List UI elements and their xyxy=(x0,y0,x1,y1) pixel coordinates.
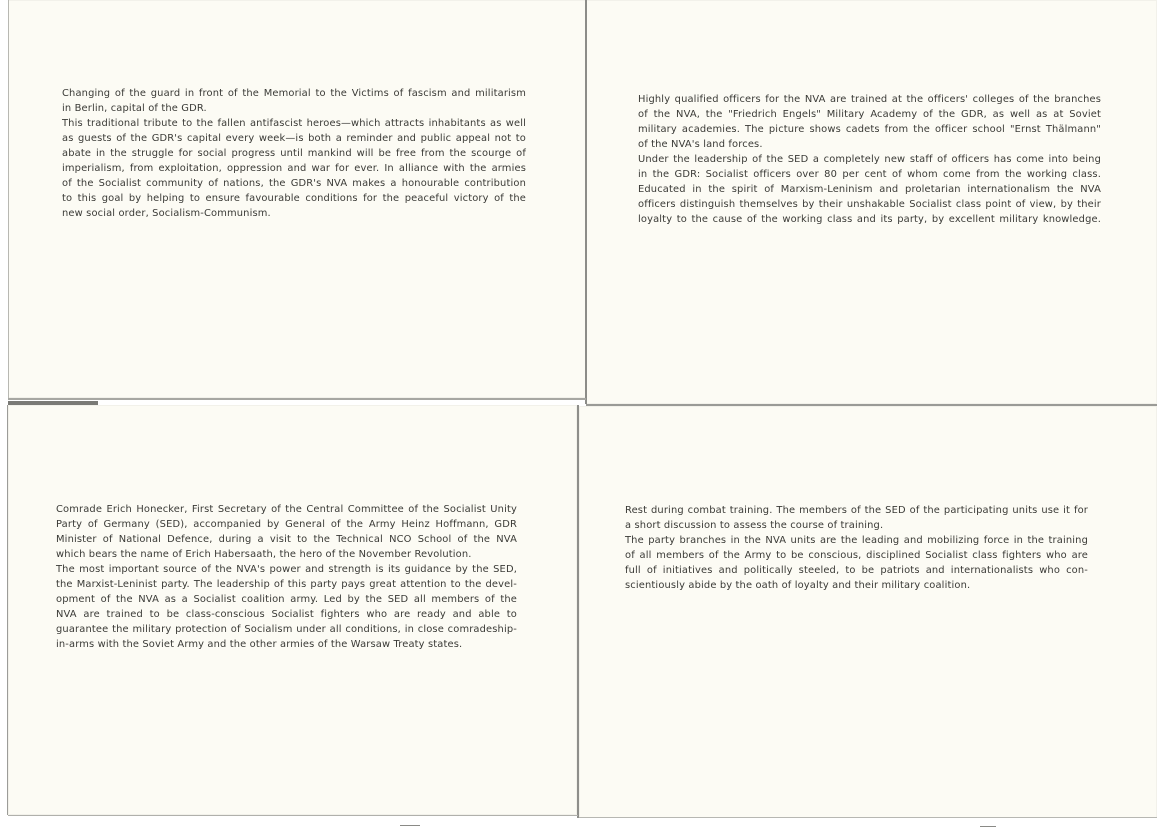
text-line: of the NVA's land forces. xyxy=(638,139,763,150)
text-line: in Berlin, capital of the GDR. xyxy=(62,103,207,114)
card-edge-shadow xyxy=(579,817,1157,818)
text-line: The party branches in the NVA units are the leading and mobilizing force in the training xyxy=(625,535,1088,546)
card-edge-shadow xyxy=(400,825,420,826)
text-line: military academies. The picture shows cadets from the officer school "Ernst Thälmann" xyxy=(638,124,1101,135)
card-text xyxy=(638,92,1101,227)
text-line: as guests of the GDR's capital every week—is both a reminder and public appeal not to xyxy=(62,133,526,144)
text-line: This traditional tribute to the fallen antifascist heroes—which attracts inhabitants as well xyxy=(62,118,526,129)
text-line: of the NVA, the "Friedrich Engels" Military Academy of the GDR, as well as at Soviet xyxy=(638,109,1101,120)
card-edge-shadow xyxy=(8,398,586,400)
text-line: of all members of the Army to be conscious, disciplined Socialist class fighters who are xyxy=(625,550,1088,561)
text-line: Minister of National Defence, during a visit to the Technical NCO School of the NVA xyxy=(56,534,517,545)
card-text xyxy=(56,502,517,652)
text-line: The most important source of the NVA's power and strength is its guidance by the SED, xyxy=(56,564,517,575)
text-line: to this goal by helping to ensure favourable conditions for the peaceful victory of the xyxy=(62,193,526,204)
text-line: of the Socialist community of nations, the GDR's NVA makes a honourable contribution xyxy=(62,178,526,189)
postcard-back-memorial xyxy=(8,0,586,398)
text-line: NVA are trained to be class-conscious Socialist fighters who are ready and able to xyxy=(56,609,517,620)
text-line: the Marxist-Leninist party. The leadership of this party pays great attention to the devel- xyxy=(56,579,517,590)
text-line: Educated in the spirit of Marxism-Leninism and proletarian internationalism the NVA xyxy=(638,184,1101,195)
card-edge-shadow xyxy=(980,826,996,827)
postcard-back-officer-school xyxy=(586,0,1157,404)
text-line: new social order, Socialism-Communism. xyxy=(62,208,271,219)
text-line: opment of the NVA as a Socialist coalition army. Led by the SED all members of the xyxy=(56,594,517,605)
text-line: officers distinguish themselves by their unshakable Socialist class point of view, by their xyxy=(638,199,1101,210)
text-line: a short discussion to assess the course of training. xyxy=(625,520,884,531)
text-line: Rest during combat training. The members of the SED of the participating units use it for xyxy=(625,505,1088,516)
text-line: abate in the struggle for social progress until mankind will be free from the scourge of xyxy=(62,148,526,159)
text-line: Party of Germany (SED), accompanied by General of the Army Heinz Hoffmann, GDR xyxy=(56,519,517,530)
text-line: in the GDR: Socialist officers over 80 per cent of whom come from the working class. xyxy=(638,169,1101,180)
text-line: full of initiatives and politically steeled, to be patriots and internationalists who con- xyxy=(625,565,1088,576)
text-line: Under the leadership of the SED a completely new staff of officers has come into being xyxy=(638,154,1101,165)
card-text xyxy=(62,86,526,221)
postcard-back-nco-school xyxy=(8,405,577,815)
postcard-back-combat-training xyxy=(579,406,1157,818)
text-line: imperialism, from exploitation, oppression and war for ever. In alliance with the armies xyxy=(62,163,526,174)
card-edge-shadow xyxy=(8,815,578,816)
text-line: guarantee the military protection of Socialism under all conditions, in close comradeship- xyxy=(56,624,517,635)
card-edge-shadow xyxy=(8,401,98,405)
text-line: which bears the name of Erich Habersaath, the hero of the November Revolution. xyxy=(56,549,472,560)
text-line: Highly qualified officers for the NVA are trained at the officers' colleges of the branches xyxy=(638,94,1101,105)
card-edge-shadow xyxy=(586,404,1157,406)
card-edge-shadow xyxy=(7,405,8,815)
card-edge-shadow xyxy=(585,0,587,404)
text-line: Changing of the guard in front of the Memorial to the Victims of fascism and militarism xyxy=(62,88,526,99)
text-line: in-arms with the Soviet Army and the other armies of the Warsaw Treaty states. xyxy=(56,639,463,650)
text-line: Comrade Erich Honecker, First Secretary of the Central Committee of the Socialist Unity xyxy=(56,504,517,515)
text-line: loyalty to the cause of the working class and its party, by excellent military knowledge. xyxy=(638,214,1101,225)
card-edge-shadow xyxy=(8,0,9,398)
card-edge-shadow xyxy=(577,405,579,818)
card-text xyxy=(625,503,1088,593)
text-line: scientiously abide by the oath of loyalty and their military coalition. xyxy=(625,580,971,591)
